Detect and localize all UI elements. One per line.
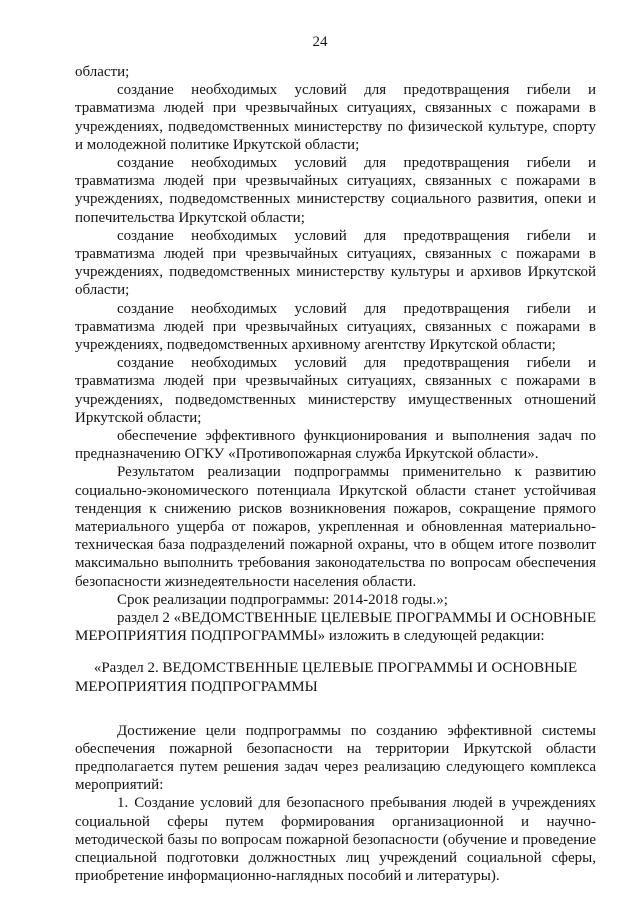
paragraph: создание необходимых условий для предотвращения гибели и травматизма людей при чрезвычайных ситуациях, связанных с пожарами в учреждениях, подведомственных архивному агентству Иркутской области; [75,300,596,354]
paragraph: создание необходимых условий для предотвращения гибели и травматизма людей при чрезвычайных ситуациях, связанных с пожарами в учреждениях, подведомственных министерству социального развития, опеки и попечительства Иркутской области; [75,155,596,226]
paragraph: Срок реализации подпрограммы: 2014-2018 годы.»; [117,591,448,608]
paragraph: раздел 2 «ВЕДОМСТВЕННЫЕ ЦЕЛЕВЫЕ ПРОГРАММЫ И ОСНОВНЫЕ МЕРОПРИЯТИЯ ПОДПРОГРАММЫ» изложить в следующей редакции: [75,610,596,645]
paragraph: создание необходимых условий для предотвращения гибели и травматизма людей при чрезвычайных ситуациях, связанных с пожарами в учреждениях, подведомственных министерству культуры и архивов Иркутской области; [75,227,596,299]
paragraph: обеспечение эффективного функционирования и выполнения задач по предназначению ОГКУ «Противопожарная служба Иркутской области». [75,428,596,463]
paragraph: создание необходимых условий для предотвращения гибели и травматизма людей при чрезвычайных ситуациях, связанных с пожарами в учреждениях, подведомственных министерству по физической культуре, спорту и молодежной политике Иркутской области; [75,82,596,153]
document-body [75,63,596,885]
paragraph: Результатом реализации подпрограммы применительно к развитию социально-экономического потенциала Иркутской области станет устойчивая тенденция к снижению рисков возникновения пожаров, сокращение прямого материального ущерба от пожаров, укрепленная и обновленная материально-техническая база подразделений пожарной охраны, что в общем итоге позволит максимально выполнить требования законодательства по вопросам обеспечения безопасности жизнедеятельности населения области. [75,464,596,590]
paragraph: области; [75,64,130,80]
paragraph: создание необходимых условий для предотвращения гибели и травматизма людей при чрезвычайных ситуациях, связанных с пожарами в учреждениях, подведомственных министерству имущественных отношений Иркутской области; [75,355,596,426]
paragraph: Достижение цели подпрограммы по созданию эффективной системы обеспечения пожарной безопасности на территории Иркутской области предполагается путем решения задач через реализацию следующего комплекса мероприятий: [75,722,596,794]
section-heading: «Раздел 2. ВЕДОМСТВЕННЫЕ ЦЕЛЕВЫЕ ПРОГРАММЫ И ОСНОВНЫЕ МЕРОПРИЯТИЯ ПОДПРОГРАММЫ [75,659,578,695]
page-number: 24 [312,34,328,50]
paragraph: 1. Создание условий для безопасного пребывания людей в учреждениях социальной сферы путем формирования организационной и научно-методической базы по вопросам пожарной безопасности (обучение и проведение специальной подготовки должностных лиц учреждений социальной сферы, приобретение информационно-наглядных пособий и литературы). [75,795,596,885]
